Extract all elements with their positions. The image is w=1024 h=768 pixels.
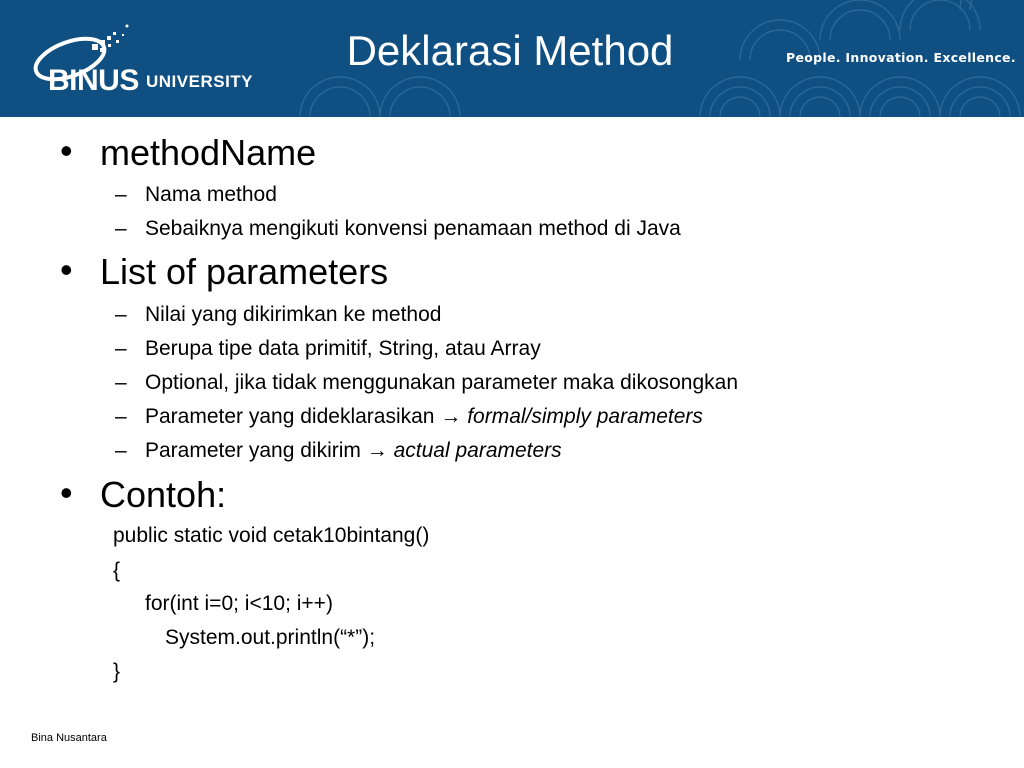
dash-icon: – [115, 405, 127, 428]
sub-bullet-row [145, 440, 562, 461]
sub-bullet-row [145, 406, 703, 427]
bullet-label: Contoh: [100, 474, 227, 515]
logo-university-text: UNIVERSITY [146, 72, 254, 91]
code-line: public static void cetak10bintang() [113, 524, 430, 547]
bullet-icon: • [60, 130, 73, 171]
sub-bullet-text: Parameter yang dikirim [145, 439, 361, 462]
sub-bullet-emphasis: formal/simply parameters [467, 405, 703, 428]
tagline: People. Innovation. Excellence. [786, 50, 1016, 65]
bullet-icon: • [60, 472, 73, 513]
sub-bullet-text: Optional, jika tidak menggunakan parameter maka dikosongkan [145, 371, 739, 394]
arrow-right-icon: → [366, 439, 388, 462]
code-line: } [113, 660, 121, 683]
bullet-icon: • [60, 249, 73, 290]
footer-text: Bina Nusantara [31, 732, 107, 744]
sub-bullet-text: Berupa tipe data primitif, String, atau Array [145, 337, 541, 360]
bullet-label: List of parameters [100, 251, 389, 292]
sub-bullet-text: Nama method [145, 183, 277, 206]
dash-icon: – [115, 337, 127, 360]
sub-bullet-text: Sebaiknya mengikuti konvensi penamaan method di Java [145, 217, 681, 240]
code-line: { [113, 559, 121, 582]
dash-icon: – [115, 439, 127, 462]
code-line: for(int i=0; i<10; i++) [145, 592, 333, 615]
sub-bullet-text: Nilai yang dikirimkan ke method [145, 303, 442, 326]
logo-wordmark: BINUS [48, 64, 139, 97]
sub-bullet-emphasis: actual parameters [393, 439, 562, 462]
code-line: System.out.println(“*”); [165, 626, 376, 649]
bullet-label: methodName [100, 132, 317, 173]
slide-header [0, 0, 1024, 117]
dash-icon: – [115, 303, 127, 326]
arrow-right-icon: → [440, 405, 462, 428]
dash-icon: – [115, 183, 127, 206]
dash-icon: – [115, 217, 127, 240]
slide-title: Deklarasi Method [346, 27, 674, 74]
dash-icon: – [115, 371, 127, 394]
sub-bullet-text: Parameter yang dideklarasikan [145, 405, 435, 428]
